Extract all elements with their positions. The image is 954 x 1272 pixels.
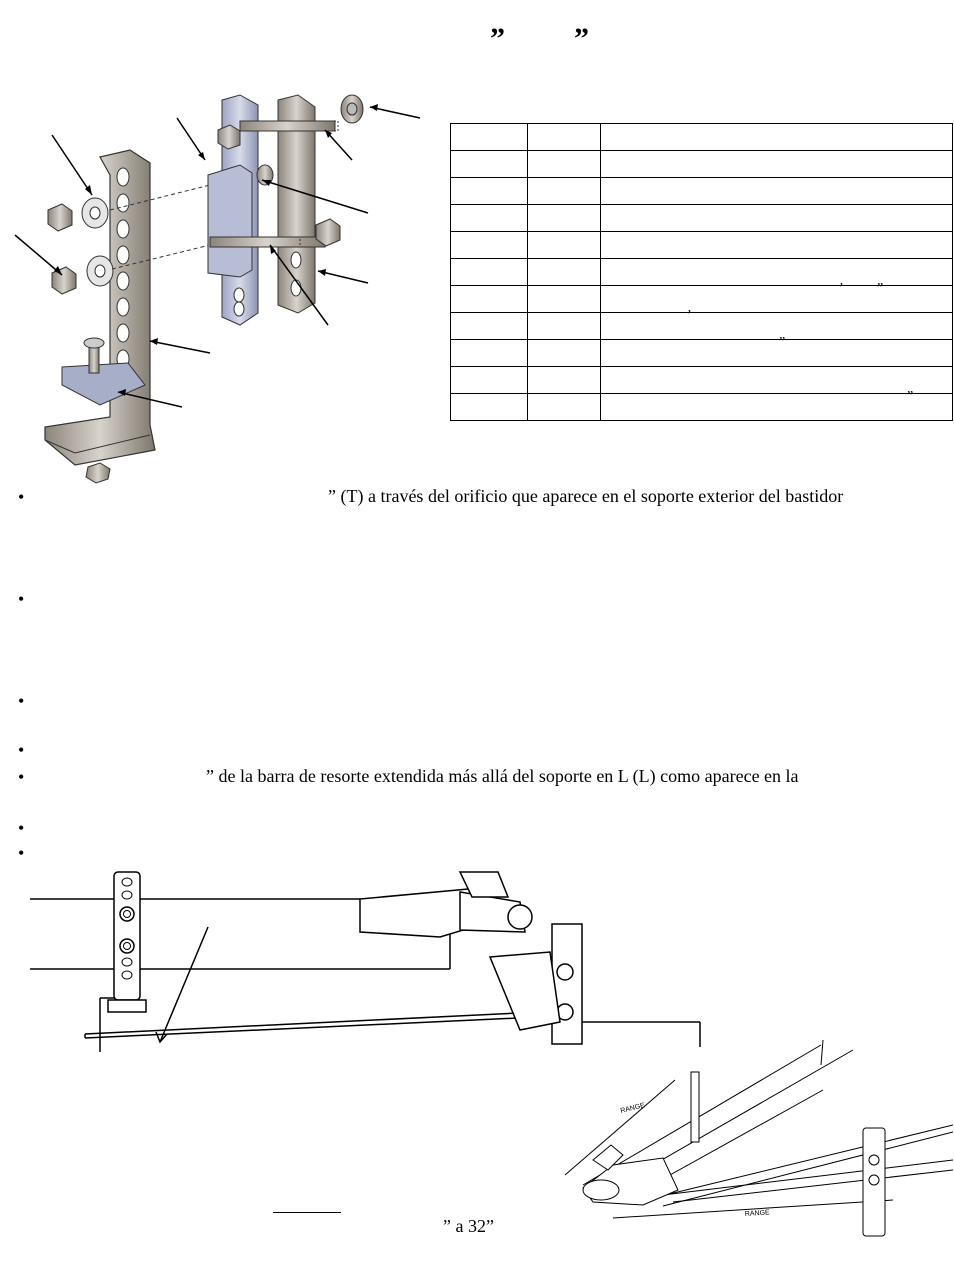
bullet-7: • — [18, 843, 25, 863]
range-perspective-diagram — [553, 1040, 953, 1255]
coupler-assembly — [360, 872, 582, 1044]
table-row — [451, 286, 953, 313]
table-row — [451, 205, 953, 232]
instruction-text-5: ” de la barra de resorte extendida más allá del soporte en L (L) como aparece en la — [206, 766, 799, 786]
table-mark: ’ — [687, 308, 692, 323]
table-row — [451, 340, 953, 367]
title-fragment — [0, 22, 954, 62]
instruction-text-1: ” (T) a través del orificio que aparece en el soporte exterior del bastidor — [328, 486, 844, 506]
bullet-2: • — [18, 589, 25, 609]
table-row — [451, 394, 953, 421]
side-bracket — [108, 872, 146, 1012]
bullet-4: • — [18, 740, 25, 760]
table-mark: ” — [907, 389, 914, 404]
exploded-hardware-diagram — [0, 85, 440, 485]
parts-table — [450, 123, 953, 421]
table-row — [451, 232, 953, 259]
range-label-bottom: RANGE — [744, 1209, 770, 1218]
footer-range-text: ” a 32” — [443, 1216, 494, 1236]
title-quote-2: ” — [574, 22, 589, 55]
bullet-3: • — [18, 691, 25, 711]
side-view-hitch-diagram — [20, 862, 720, 1062]
table-mark: ” — [779, 335, 786, 350]
bullet-1: • — [18, 487, 25, 507]
table-row — [451, 367, 953, 394]
l-bracket — [0, 150, 155, 465]
table-row — [451, 124, 953, 151]
coupler-perspective — [583, 1145, 678, 1205]
table-mark: ’ — [839, 281, 844, 296]
bullet-5: • — [18, 767, 25, 787]
bullet-6: • — [18, 818, 25, 838]
blank-underline — [273, 1212, 341, 1213]
range-label-top: RANGE — [619, 1102, 646, 1115]
table-row — [451, 313, 953, 340]
table-row — [451, 151, 953, 178]
table-mark: ” — [877, 281, 884, 296]
title-quote-1: ” — [490, 22, 505, 55]
table-row — [451, 178, 953, 205]
